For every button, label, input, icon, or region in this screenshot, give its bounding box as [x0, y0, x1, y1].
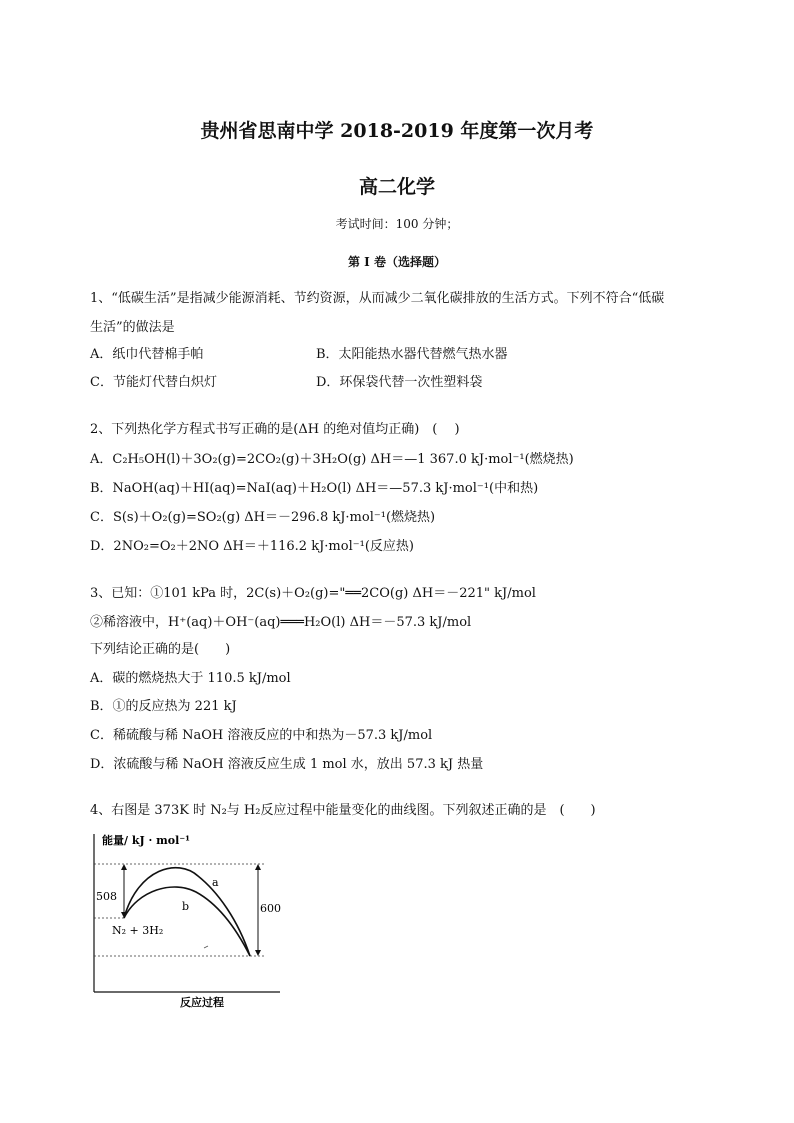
q2-option-b: B．NaOH(aq)＋HI(aq)=NaI(aq)＋H₂O(l) ΔH＝—57.3 kJ·mol⁻¹(中和热): [90, 481, 539, 496]
q1-option-d: D．环保袋代替一次性塑料袋: [316, 375, 483, 390]
q2-stem: 2、下列热化学方程式书写正确的是(ΔH 的绝对值均正确) ( ): [90, 422, 460, 437]
exam-title: 贵州省思南中学 2018-2019 年度第一次月考: [200, 120, 594, 142]
q1-option-c: C．节能灯代替白炽灯: [90, 375, 217, 390]
q1-stem-line2: 生活”的做法是: [90, 320, 175, 335]
section-title: 第 I 卷（选择题）: [348, 255, 446, 269]
q2-option-a: A．C₂H₅OH(l)＋3O₂(g)=2CO₂(g)＋3H₂O(g) ΔH＝—1 367.0 kJ·mol⁻¹(燃烧热): [90, 452, 574, 467]
exam-time: 考试时间：100 分钟；: [335, 217, 459, 231]
label-reactant: N₂ + 3H₂: [112, 924, 164, 937]
q1-option-b: B．太阳能热水器代替燃气热水器: [316, 347, 508, 362]
q3-stem-2: ②稀溶液中，H⁺(aq)＋OH⁻(aq)═══H₂O(l) ΔH＝－57.3 kJ/mol: [90, 615, 472, 630]
label-curve-a: a: [212, 876, 219, 889]
q3-option-a: A．碳的燃烧热大于 110.5 kJ/mol: [90, 671, 291, 686]
q1-stem-line1: 1、“低碳生活”是指减少能源消耗、节约资源，从而减少二氧化碳排放的生活方式。下列不符合“低碳: [90, 291, 665, 306]
q2-option-d: D．2NO₂=O₂＋2NO ΔH＝＋116.2 kJ·mol⁻¹(反应热): [90, 539, 414, 554]
q3-option-b: B．①的反应热为 221 kJ: [90, 699, 237, 714]
energy-diagram: [88, 828, 288, 1010]
q3-stem-1: 3、已知：①101 kPa 时，2C(s)＋O₂(g)="══2CO(g) ΔH＝－221" kJ/mol: [90, 586, 536, 601]
curve-b: [124, 887, 250, 956]
q4-stem: 4、右图是 373K 时 N₂与 H₂反应过程中能量变化的曲线图。下列叙述正确的是 ( ): [90, 803, 596, 818]
q3-stem-3: 下列结论正确的是( ): [90, 642, 231, 657]
label-600: 600: [260, 902, 281, 915]
q3-option-c: C．稀硫酸与稀 NaOH 溶液反应的中和热为－57.3 kJ/mol: [90, 728, 433, 743]
label-curve-b: b: [182, 900, 190, 913]
q1-option-a: A．纸巾代替棉手帕: [90, 347, 204, 362]
x-axis-label: 反应过程: [180, 996, 224, 1009]
label-508: 508: [96, 890, 117, 903]
q2-option-c: C．S(s)＋O₂(g)=SO₂(g) ΔH＝－296.8 kJ·mol⁻¹(燃烧热): [90, 510, 436, 525]
subject-title: 高二化学: [358, 176, 435, 198]
q3-option-d: D．浓硫酸与稀 NaOH 溶液反应生成 1 mol 水，放出 57.3 kJ 热量: [90, 757, 484, 772]
y-axis-label: 能量/ kJ · mol⁻¹: [102, 834, 190, 847]
